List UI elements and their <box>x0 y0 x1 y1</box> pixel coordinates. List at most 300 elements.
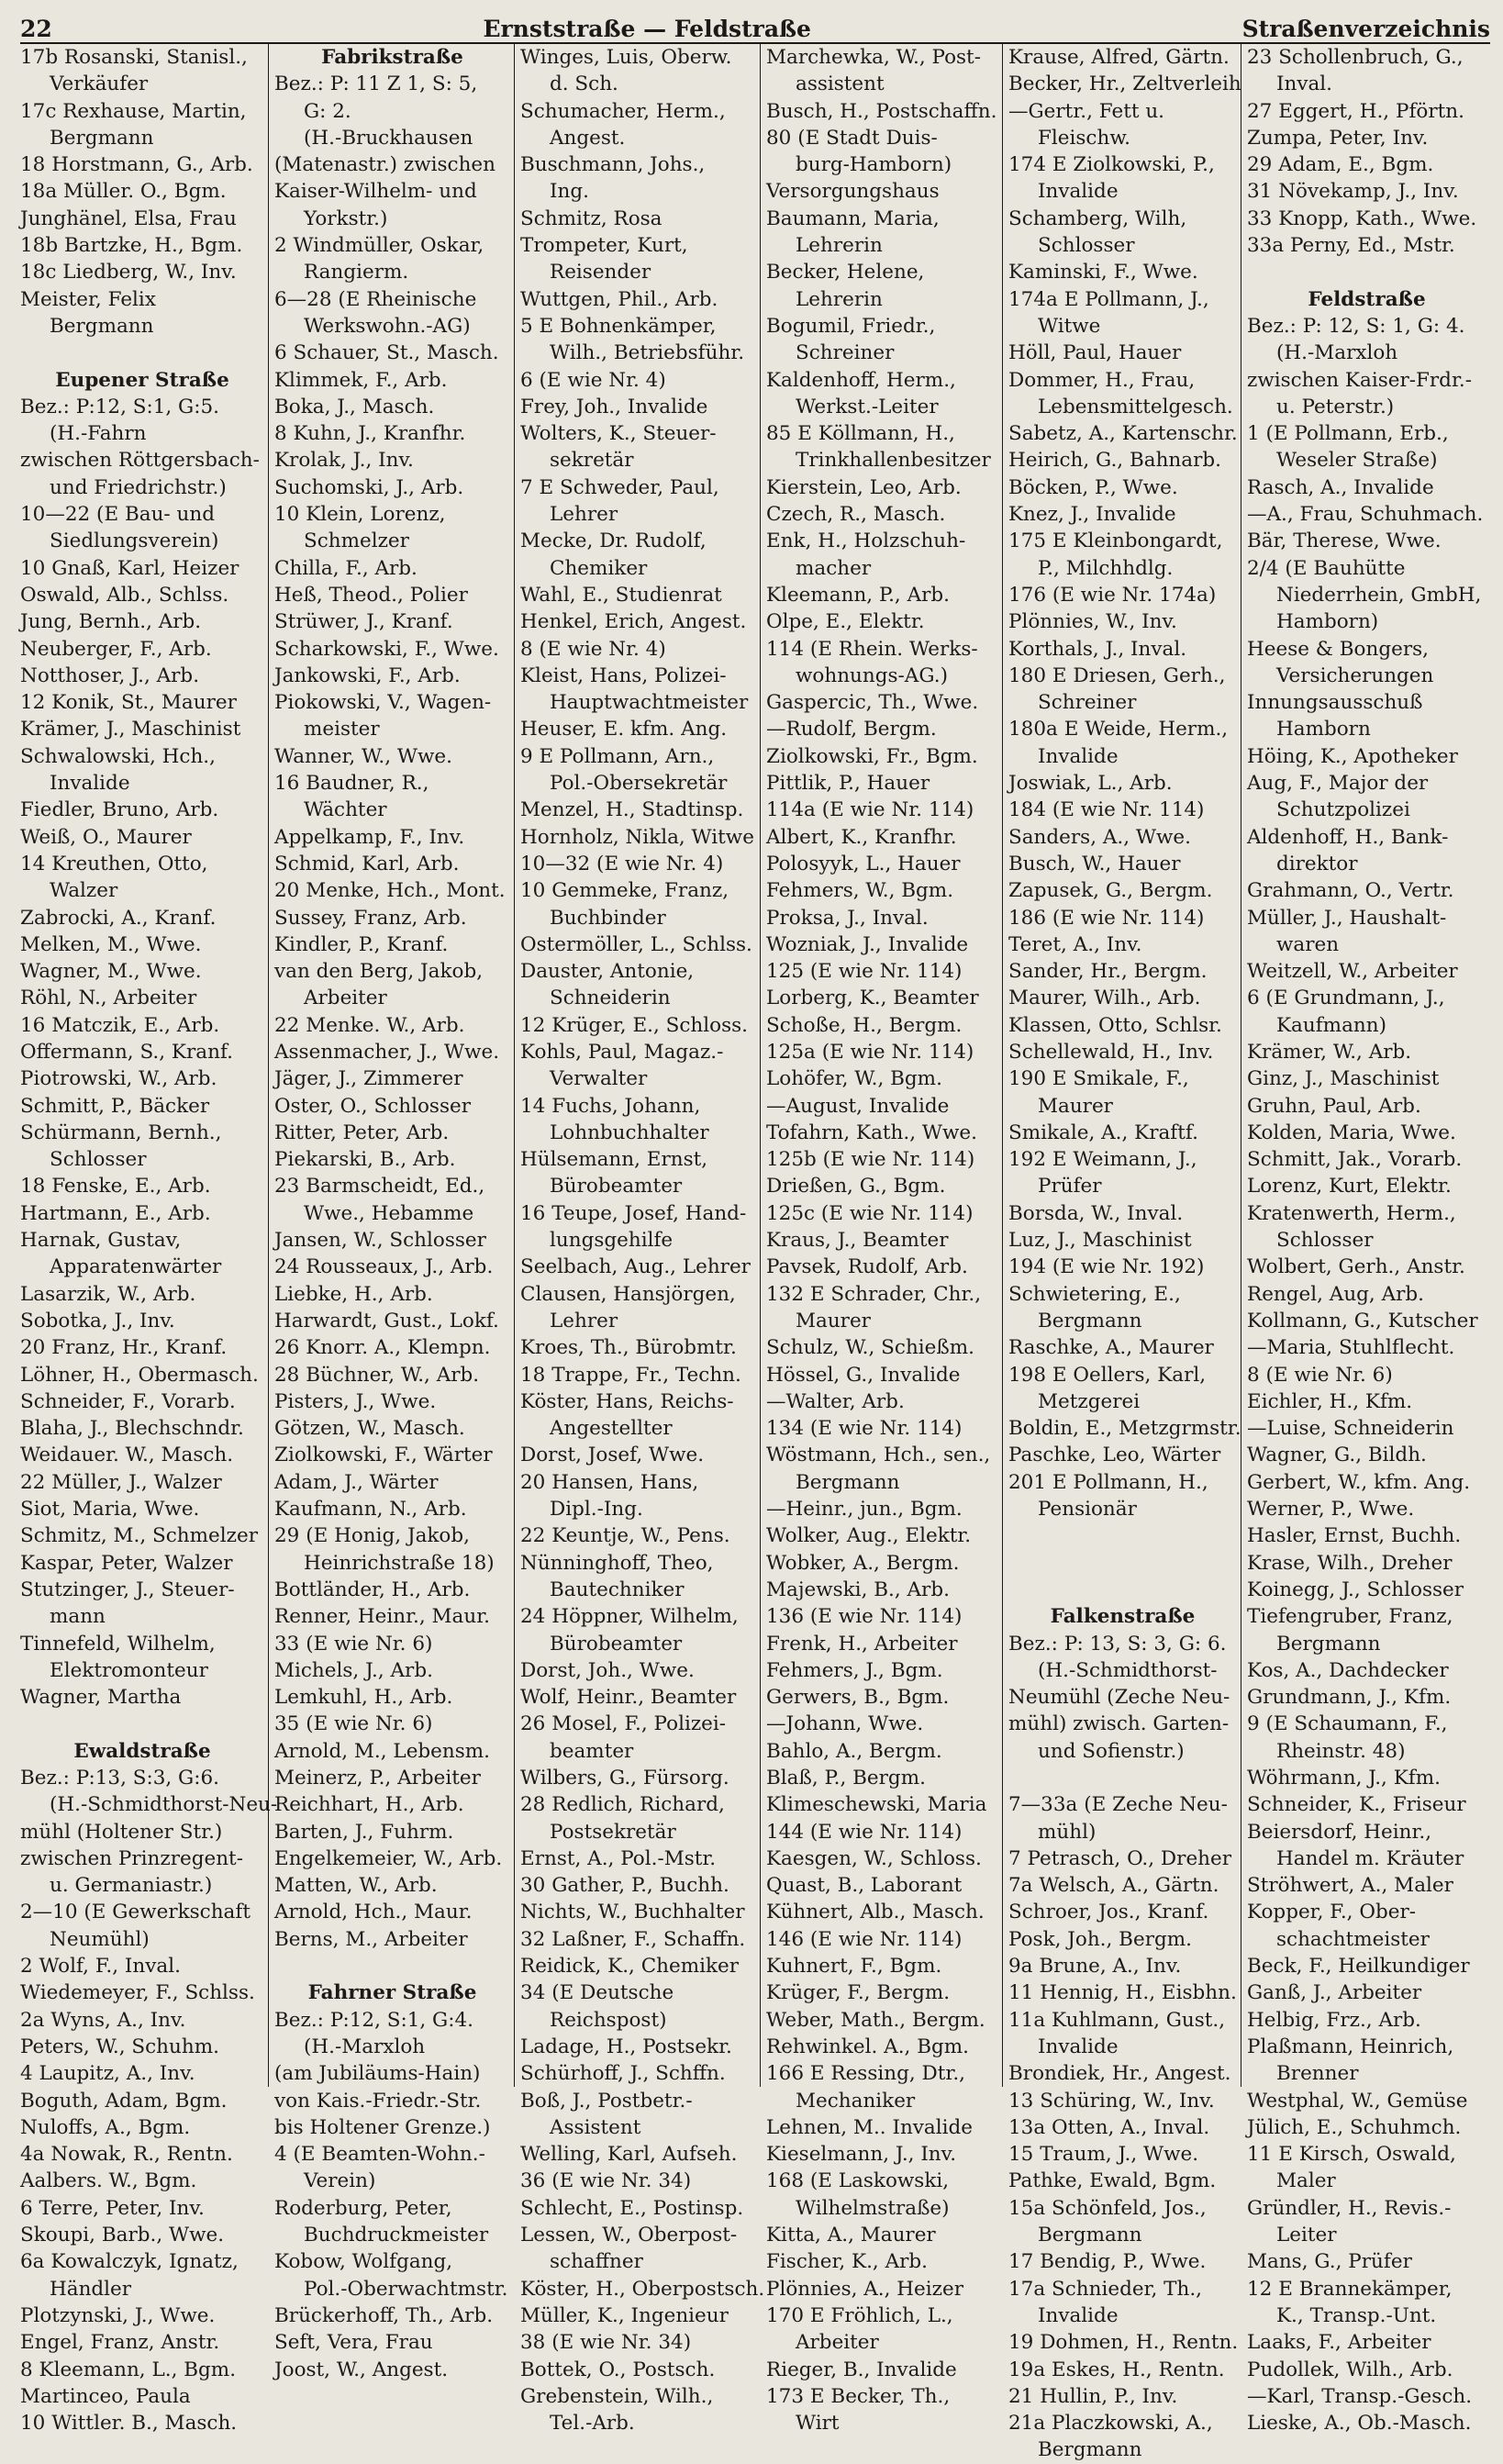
directory-entry: Ziolkowski, F., Wärter <box>274 1444 493 1467</box>
directory-entry: 8 (E wie Nr. 6) <box>1247 1363 1393 1387</box>
street-heading: Ewaldstraße <box>73 1739 211 1763</box>
directory-entry: Kollmann, G., Kutscher <box>1247 1309 1478 1332</box>
directory-entry: Scharkowski, F., Wwe. <box>274 637 499 661</box>
directory-entry: Versorgungshaus <box>766 180 940 204</box>
entry-continuation: Angestellter <box>550 1417 673 1441</box>
entry-continuation: schachtmeister <box>1276 1927 1430 1951</box>
directory-entry: Schoße, H., Bergm. <box>766 1013 963 1037</box>
directory-entry: Kopper, F., Ober- <box>1247 1901 1416 1924</box>
entry-continuation: Bergmann <box>1038 1309 1142 1332</box>
entry-continuation: schaffner <box>550 2250 643 2274</box>
directory-entry: Harnak, Gustav, <box>20 1229 182 1253</box>
directory-entry: 11 Hennig, H., Eisbhn. <box>1008 1981 1237 2005</box>
entry-continuation: Tel.-Arb. <box>550 2412 635 2436</box>
directory-entry: Hartmann, E., Arb. <box>20 1201 211 1225</box>
directory-entry: Heß, Theod., Polier <box>274 583 468 607</box>
directory-entry: Joswiak, L., Arb. <box>1008 772 1173 796</box>
column-1 <box>20 44 278 2436</box>
directory-entry: Paschke, Leo, Wärter <box>1008 1444 1221 1467</box>
directory-entry: Nuloffs, A., Bgm. <box>20 2115 191 2139</box>
directory-entry: Winges, Luis, Oberw. <box>520 46 732 69</box>
directory-entry: 18 Trappe, Fr., Techn. <box>520 1363 741 1387</box>
entry-continuation: (H.-Schmidthorst-Neu- <box>50 1793 278 1817</box>
directory-entry: 132 E Schrader, Chr., <box>766 1282 982 1306</box>
directory-entry: Kieselmann, J., Inv. <box>766 2143 957 2167</box>
entry-continuation: Mechaniker <box>796 2089 916 2113</box>
directory-entry: Polosyyk, L., Hauer <box>766 852 961 875</box>
directory-entry: Wöstmann, Hch., sen., <box>766 1444 991 1467</box>
entry-continuation: G: 2. <box>304 99 351 123</box>
directory-entry: Ginz, J., Maschinist <box>1247 1067 1440 1091</box>
directory-entry: Siot, Maria, Wwe. <box>20 1498 200 1522</box>
directory-entry: Gerbert, W., kfm. Ang. <box>1247 1470 1471 1494</box>
directory-entry: Pisters, J., Wwe. <box>274 1389 437 1413</box>
directory-entry: Kuhnert, F., Bgm. <box>766 1955 942 1979</box>
directory-entry: Wolker, Aug., Elektr. <box>766 1524 972 1548</box>
directory-entry: Michels, J., Arb. <box>274 1658 433 1682</box>
entry-continuation: Apparatenwärter <box>50 1255 222 1279</box>
directory-entry: Brondiek, Hr., Angest. <box>1008 2062 1231 2086</box>
directory-entry: Brückerhoff, Th., Arb. <box>274 2303 494 2327</box>
entry-continuation: Lebensmittelgesch. <box>1038 395 1233 418</box>
directory-entry: Schmitz, M., Schmelzer <box>20 1524 258 1548</box>
directory-entry: 198 E Oellers, Karl, <box>1008 1363 1207 1387</box>
entry-continuation: Siedlungsverein) <box>50 530 219 553</box>
directory-entry: Schamberg, Wilh, <box>1008 206 1187 230</box>
directory-entry: Pathke, Ewald, Bgm. <box>1008 2169 1217 2193</box>
directory-entry: 14 Kreuthen, Otto, <box>20 852 208 875</box>
directory-entry: 186 (E wie Nr. 114) <box>1008 906 1205 930</box>
directory-entry: Skoupi, Barb., Wwe. <box>20 2224 225 2247</box>
directory-entry: Tinnefeld, Wilhelm, <box>20 1632 216 1656</box>
directory-entry: Dommer, H., Frau, <box>1008 368 1196 392</box>
entry-continuation: Versicherungen <box>1276 663 1434 687</box>
directory-entry: Plönnies, A., Heizer <box>766 2277 963 2301</box>
directory-entry: Hössel, G., Invalide <box>766 1363 961 1387</box>
entry-continuation: wohnungs-AG.) <box>796 663 948 687</box>
entry-continuation: Werkst.-Leiter <box>796 395 939 418</box>
directory-entry: Müller, J., Haushalt- <box>1247 906 1447 930</box>
directory-entry: Teret, A., Inv. <box>1008 932 1142 956</box>
directory-entry: 201 E Pollmann, H., <box>1008 1470 1208 1494</box>
directory-entry: 2 Windmüller, Oskar, <box>274 234 484 258</box>
directory-entry: 12 E Brannekämper, <box>1247 2277 1453 2301</box>
entry-continuation: Schlosser <box>1276 1229 1374 1253</box>
directory-entry: Nünninghoff, Theo, <box>520 1551 714 1575</box>
directory-entry: Bez.: P: 12, S: 1, G: 4. <box>1247 314 1465 338</box>
directory-entry: Wilbers, G., Fürsorg. <box>520 1767 729 1789</box>
entry-continuation: Schlosser <box>1038 234 1135 258</box>
directory-entry: Heuser, E. kfm. Ang. <box>520 718 728 741</box>
directory-entry: Fehmers, W., Bgm. <box>766 879 954 903</box>
directory-entry: 29 (E Honig, Jakob, <box>274 1524 470 1548</box>
directory-entry: 173 E Becker, Th., <box>766 2384 951 2408</box>
directory-entry: Clausen, Hansjörgen, <box>520 1282 736 1306</box>
entry-continuation: Schneiderin <box>550 987 671 1010</box>
entry-continuation: Verwalter <box>550 1067 648 1091</box>
entry-continuation: Trinkhallenbesitzer <box>796 449 991 473</box>
entry-continuation: Schutzpolizei <box>1276 798 1410 822</box>
directory-entry: Kaminski, F., Wwe. <box>1008 261 1198 284</box>
directory-entry: Boguth, Adam, Bgm. <box>20 2089 228 2113</box>
directory-entry: Klimmek, F., Arb. <box>274 368 448 392</box>
directory-entry: Weiß, O., Maurer <box>20 825 192 849</box>
directory-entry: Seelbach, Aug., Lehrer <box>520 1255 751 1279</box>
directory-entry: Becker, Helene, <box>766 261 925 284</box>
directory-entry: Majewski, B., Arb. <box>766 1578 950 1601</box>
directory-entry: Reichhart, H., Arb. <box>274 1793 464 1817</box>
directory-entry: Lorenz, Kurt, Elektr. <box>1247 1175 1452 1199</box>
entry-continuation: Elektromonteur <box>50 1658 208 1682</box>
entry-continuation: Rheinstr. 48) <box>1276 1739 1406 1763</box>
directory-entry: 7—33a (E Zeche Neu- <box>1008 1793 1228 1817</box>
directory-entry: zwischen Prinzregent- <box>20 1846 243 1870</box>
entry-continuation: mann <box>50 1605 106 1629</box>
directory-entry: Schwietering, E., <box>1008 1282 1181 1306</box>
entry-continuation: Witwe <box>1038 314 1101 338</box>
directory-entry: Piekarski, B., Arb. <box>274 1148 456 1172</box>
directory-entry: 22 Menke. W., Arb. <box>274 1013 465 1037</box>
directory-entry: Fiedler, Bruno, Arb. <box>20 798 219 822</box>
directory-entry: Zumpa, Peter, Inv. <box>1247 126 1429 150</box>
directory-entry: 22 Müller, J., Walzer <box>20 1470 222 1494</box>
entry-continuation: Maurer <box>1038 1094 1113 1118</box>
entry-continuation: Verein) <box>304 2169 376 2193</box>
directory-entry: Liebke, H., Arb. <box>274 1282 433 1306</box>
directory-entry: 28 Büchner, W., Arb. <box>274 1363 480 1387</box>
directory-entry: 32 Laßner, F., Schaffn. <box>520 1927 746 1951</box>
directory-entry: Lehnen, M.. Invalide <box>766 2115 973 2139</box>
directory-entry: Arnold, M., Lebensm. <box>274 1739 491 1763</box>
directory-entry: 1 (E Pollmann, Erb., <box>1247 422 1449 446</box>
entry-continuation: Postsekretär <box>550 1820 676 1844</box>
entry-continuation: Dipl.-Ing. <box>550 1498 643 1522</box>
directory-entry: Schneider, K., Friseur <box>1247 1793 1466 1817</box>
directory-entry: Beiersdorf, Heinr., <box>1247 1820 1432 1844</box>
directory-entry: Boldin, E., Metzgrmstr. <box>1008 1417 1241 1441</box>
directory-entry: Weitzell, W., Arbeiter <box>1247 960 1458 984</box>
directory-entry: Schürhoff, J., Schffn. <box>520 2062 726 2086</box>
directory-entry: 134 (E wie Nr. 114) <box>766 1417 963 1441</box>
directory-entry: 29 Adam, E., Bgm. <box>1247 153 1434 177</box>
directory-entry: Wagner, G., Bildh. <box>1247 1444 1427 1467</box>
directory-entry: 4 Laupitz, A., Inv. <box>20 2062 195 2086</box>
entry-continuation: Inval. <box>1276 72 1333 96</box>
directory-entry: 166 E Ressing, Dtr., <box>766 2062 965 2086</box>
directory-entry: 27 Eggert, H., Pförtn. <box>1247 99 1464 123</box>
directory-entry: Krase, Wilh., Dreher <box>1247 1551 1453 1575</box>
directory-entry: Piokowski, V., Wagen- <box>274 691 492 715</box>
page-number: 22 <box>20 16 52 42</box>
directory-entry: Kaiser-Wilhelm- und <box>274 180 477 204</box>
directory-entry: Sanders, A., Wwe. <box>1008 825 1191 849</box>
directory-entry: Eichler, H., Kfm. <box>1247 1389 1413 1413</box>
entry-continuation: Weseler Straße) <box>1276 449 1438 473</box>
directory-entry: Kaspar, Peter, Walzer <box>20 1551 233 1575</box>
directory-entry: 114 (E Rhein. Werks- <box>766 637 978 661</box>
entry-continuation: Yorkstr.) <box>304 206 388 230</box>
directory-entry: Junghänel, Elsa, Frau <box>20 206 237 230</box>
directory-entry: Chilla, F., Arb. <box>274 556 418 580</box>
directory-entry: Bez.: P:12, S:1, G:4. <box>274 2008 473 2032</box>
directory-entry: Maurer, Wilh., Arb. <box>1008 987 1201 1010</box>
column-3 <box>514 44 765 2436</box>
entry-continuation: Wwe., Hebamme <box>304 1201 474 1225</box>
directory-entry: Wozniak, J., Invalide <box>766 932 969 956</box>
directory-entry: 12 Krüger, E., Schloss. <box>520 1013 748 1037</box>
directory-entry: 7a Welsch, A., Gärtn. <box>1008 1874 1219 1898</box>
entry-continuation: Pensionär <box>1038 1498 1137 1522</box>
directory-entry: Schmid, Karl, Arb. <box>274 852 460 875</box>
directory-entry: 33a Perny, Ed., Mstr. <box>1247 234 1455 258</box>
entry-continuation: u. Germaniastr.) <box>50 1874 213 1898</box>
directory-entry: Lessen, W., Oberpost- <box>520 2224 738 2247</box>
directory-entry: —Gertr., Fett u. <box>1008 99 1164 123</box>
directory-entry: 6 (E Grundmann, J., <box>1247 987 1445 1010</box>
directory-entry: Kühnert, Alb., Masch. <box>766 1901 985 1924</box>
directory-entry: Trompeter, Kurt, <box>520 234 688 258</box>
directory-entry: Höll, Paul, Hauer <box>1008 341 1182 365</box>
running-title: Straßenverzeichnis <box>1241 16 1490 42</box>
directory-entry: 18b Bartzke, H., Bgm. <box>20 234 243 258</box>
directory-entry: Sussey, Franz, Arb. <box>274 906 467 930</box>
entry-continuation: Schreiner <box>796 341 895 365</box>
directory-entry: Peters, W., Schuhm. <box>20 2035 219 2058</box>
directory-entry: Lorberg, K., Beamter <box>766 987 979 1010</box>
directory-entry: zwischen Röttgersbach- <box>20 449 260 473</box>
directory-entry: Adam, J., Wärter <box>274 1470 439 1494</box>
directory-entry: Bär, Therese, Wwe. <box>1247 530 1442 553</box>
directory-entry: Schürmann, Bernh., <box>20 1121 222 1144</box>
directory-entry: 15 Traum, J., Wwe. <box>1008 2143 1199 2167</box>
directory-entry: 18 Horstmann, G., Arb. <box>20 153 253 177</box>
directory-entry: Gruhn, Paul, Arb. <box>1247 1094 1421 1118</box>
directory-entry: 6 Schauer, St., Masch. <box>274 341 499 365</box>
directory-entry: 18c Liedberg, W., Inv. <box>20 261 237 284</box>
directory-entry: Krolak, J., Inv. <box>274 449 414 473</box>
directory-entry: Schroer, Jos., Kranf. <box>1008 1901 1209 1924</box>
directory-entry: 4 (E Beamten-Wohn.- <box>274 2143 485 2167</box>
directory-entry: Neumühl (Zeche Neu- <box>1008 1686 1230 1710</box>
directory-entry: Engelkemeier, W., Arb. <box>274 1846 503 1870</box>
page-header <box>20 6 1490 44</box>
directory-entry: Frey, Joh., Invalide <box>520 395 708 418</box>
entry-continuation: u. Peterstr.) <box>1276 395 1395 418</box>
directory-entry: Borsda, W., Inval. <box>1008 1201 1184 1225</box>
directory-entry: Fehmers, J., Bgm. <box>766 1658 943 1682</box>
directory-entry: 168 (E Laskowski, <box>766 2169 950 2193</box>
directory-entry: Böcken, P., Wwe. <box>1008 475 1178 499</box>
entry-continuation: Arbeiter <box>796 2331 879 2355</box>
directory-entry: Grebenstein, Wilh., <box>520 2384 714 2408</box>
directory-entry: —Karl, Transp.-Gesch. <box>1247 2384 1473 2408</box>
directory-entry: Roderburg, Peter, <box>274 2196 452 2220</box>
directory-entry: 136 (E wie Nr. 114) <box>766 1605 963 1629</box>
directory-entry: Engel, Franz, Anstr. <box>20 2331 220 2355</box>
directory-entry: Westphal, W., Gemüse <box>1247 2089 1468 2113</box>
entry-continuation: Maler <box>1276 2169 1336 2193</box>
directory-entry: 20 Menke, Hch., Mont. <box>274 879 506 903</box>
directory-entry: Ladage, H., Postsekr. <box>520 2035 732 2058</box>
directory-entry: Boß, J., Postbetr.- <box>520 2089 693 2113</box>
entry-continuation: Neumühl) <box>50 1927 150 1951</box>
entry-continuation: Lehrerin <box>796 234 883 258</box>
directory-entry: 176 (E wie Nr. 174a) <box>1008 583 1217 607</box>
directory-entry: Sobotka, J., Inv. <box>20 1309 175 1332</box>
directory-entry: 17b Rosanski, Stanisl., <box>20 46 248 69</box>
directory-entry: 17a Schnieder, Th., <box>1008 2277 1203 2301</box>
directory-entry: 4a Nowak, R., Rentn. <box>20 2143 233 2167</box>
entry-continuation: d. Sch. <box>550 72 618 96</box>
entry-continuation: Arbeiter <box>304 987 387 1010</box>
directory-entry: Helbig, Frz., Arb. <box>1247 2008 1421 2032</box>
directory-entry: Bez.: P: 11 Z 1, S: 5, <box>274 72 478 96</box>
directory-entry: Schellewald, H., Inv. <box>1008 1040 1214 1064</box>
directory-entry: 20 Franz, Hr., Kranf. <box>20 1336 228 1360</box>
entry-continuation: lungsgehilfe <box>550 1229 674 1253</box>
entry-continuation: Pol.-Oberwachtmstr. <box>304 2277 508 2301</box>
directory-entry: Becker, Hr., Zeltverleih <box>1008 72 1241 96</box>
entry-continuation: Reichspost) <box>550 2008 667 2032</box>
entry-continuation: Bautechniker <box>550 1578 685 1601</box>
directory-entry: —Luise, Schneiderin <box>1247 1417 1454 1441</box>
directory-entry: Plotzynski, J., Wwe. <box>20 2303 216 2327</box>
directory-entry: Bez.: P:12, S:1, G:5. <box>20 395 219 418</box>
directory-entry: 144 (E wie Nr. 114) <box>766 1820 963 1844</box>
directory-entry: Müller, K., Ingenieur <box>520 2303 729 2327</box>
directory-entry: Busch, H., Postschaffn. <box>766 99 997 123</box>
entry-continuation: Chemiker <box>550 556 648 580</box>
directory-entry: 23 Barmscheidt, Ed., <box>274 1175 485 1199</box>
directory-entry: Raschke, A., Maurer <box>1008 1336 1214 1360</box>
directory-entry: Schmitz, Rosa <box>520 206 662 230</box>
directory-entry: Frenk, H., Arbeiter <box>766 1632 958 1656</box>
entry-continuation: Assistent <box>550 2115 641 2139</box>
directory-entry: Boka, J., Masch. <box>274 395 435 418</box>
entry-continuation: Niederrhein, GmbH, <box>1276 583 1482 607</box>
directory-entry: Baumann, Maria, <box>766 206 940 230</box>
directory-entry: mühl) zwisch. Garten- <box>1008 1712 1230 1736</box>
line-spacer <box>1008 1765 1237 1791</box>
directory-entry: —August, Invalide <box>766 1094 950 1118</box>
directory-entry: Krämer, W., Arb. <box>1247 1040 1412 1064</box>
directory-entry: Heese & Bongers, <box>1247 637 1429 661</box>
directory-entry: Posk, Joh., Bergm. <box>1008 1927 1192 1951</box>
entry-continuation: P., Milchhdlg. <box>1038 556 1174 580</box>
entry-continuation: Lehrerin <box>796 287 883 311</box>
directory-entry: Piotrowski, W., Arb. <box>20 1067 217 1091</box>
street-heading: Fabrikstraße <box>321 46 463 69</box>
directory-entry: Pittlik, P., Hauer <box>766 772 930 796</box>
directory-entry: 13a Otten, A., Inval. <box>1008 2115 1210 2139</box>
column-5 <box>1002 44 1241 2462</box>
directory-entry: 192 E Weimann, J., <box>1008 1148 1197 1172</box>
directory-entry: Blaha, J., Blechschndr. <box>20 1417 244 1441</box>
directory-entry: 125a (E wie Nr. 114) <box>766 1040 974 1064</box>
directory-entry: 10—22 (E Bau- und <box>20 503 215 527</box>
directory-entry: Kaufmann, N., Arb. <box>274 1498 467 1522</box>
directory-entry: 17c Rexhause, Martin, <box>20 99 247 123</box>
directory-entry: Götzen, W., Masch. <box>274 1417 465 1441</box>
directory-entry: Tiefengruber, Franz, <box>1247 1605 1453 1629</box>
entry-continuation: Schreiner <box>1038 691 1137 715</box>
entry-continuation: Lehrer <box>550 503 618 527</box>
directory-entry: Heirich, G., Bahnarb. <box>1008 449 1221 473</box>
directory-entry: 2/4 (E Bauhütte <box>1247 556 1406 580</box>
directory-entry: Appelkamp, F., Inv. <box>274 825 465 849</box>
directory-entry: Kohls, Paul, Magaz.- <box>520 1040 724 1064</box>
directory-entry: 175 E Kleinbongardt, <box>1008 530 1223 553</box>
directory-entry: —Walter, Arb. <box>766 1389 905 1413</box>
entry-continuation: (H.-Schmidthorst- <box>1038 1658 1218 1682</box>
entry-continuation: Schlosser <box>50 1148 147 1172</box>
entry-continuation: Invalide <box>50 772 130 796</box>
directory-entry: 28 Redlich, Richard, <box>520 1793 725 1817</box>
directory-entry: Hülsemann, Ernst, <box>520 1148 708 1172</box>
entry-continuation: sekretär <box>550 449 634 473</box>
directory-entry: 17 Bendig, P., Wwe. <box>1008 2250 1207 2274</box>
directory-entry: Hasler, Ernst, Buchh. <box>1247 1524 1462 1548</box>
directory-entry: 23 Schollenbruch, G., <box>1247 46 1464 69</box>
directory-entry: 13 Schüring, W., Inv. <box>1008 2089 1215 2113</box>
directory-entry: Krüger, F., Bergm. <box>766 1981 951 2005</box>
column-4 <box>760 44 1002 2436</box>
directory-entry: Henkel, Erich, Angest. <box>520 610 747 634</box>
directory-entry: Wöhrmann, J., Kfm. <box>1247 1767 1441 1789</box>
directory-entry: 6a Kowalczyk, Ignatz, <box>20 2250 239 2274</box>
entry-continuation: und Friedrichstr.) <box>50 475 227 499</box>
directory-entry: Matten, W., Arb. <box>274 1874 438 1898</box>
entry-continuation: Maurer <box>796 1309 871 1332</box>
entry-continuation: (H.-Fahrn <box>50 422 147 446</box>
directory-entry: Smikale, A., Kraftf. <box>1008 1121 1198 1144</box>
directory-entry: Schulz, W., Schießm. <box>766 1336 974 1360</box>
directory-entry: Pudollek, Wilh., Arb. <box>1247 2358 1453 2381</box>
directory-entry: Rehwinkel. A., Bgm. <box>766 2035 969 2058</box>
directory-entry: Kobow, Wolfgang, <box>274 2250 453 2274</box>
entry-continuation: Ing. <box>550 180 589 204</box>
entry-continuation: K., Transp.-Unt. <box>1276 2303 1437 2327</box>
directory-entry: Ostermöller, L., Schlss. <box>520 932 752 956</box>
directory-entry: Bogumil, Friedr., <box>766 314 936 338</box>
directory-entry: Dauster, Antonie, <box>520 960 695 984</box>
entry-continuation: Wilh., Betriebsführ. <box>550 341 745 365</box>
entry-continuation: Leiter <box>1276 2224 1337 2247</box>
directory-entry: 16 Matczik, E., Arb. <box>20 1013 220 1037</box>
directory-entry: Gerwers, B., Bgm. <box>766 1686 950 1710</box>
directory-entry: 114a (E wie Nr. 114) <box>766 798 974 822</box>
directory-entry: 190 E Smikale, F., <box>1008 1067 1189 1091</box>
directory-entry: Ernst, A., Pol.-Mstr. <box>520 1846 717 1870</box>
directory-entry: 22 Keuntje, W., Pens. <box>520 1524 730 1548</box>
directory-entry: Stutzinger, J., Steuer- <box>20 1578 235 1601</box>
directory-entry: Kaldenhoff, Herm., <box>766 368 956 392</box>
directory-entry: Jülich, E., Schuhmch. <box>1247 2115 1462 2139</box>
directory-entry: Weidauer. W., Masch. <box>20 1444 234 1467</box>
directory-entry: Klimeschewski, Maria <box>766 1793 987 1817</box>
directory-entry: Suchomski, J., Arb. <box>274 475 464 499</box>
directory-entry: Lohöfer, W., Bgm. <box>766 1067 942 1091</box>
directory-entry: Oster, O., Schlosser <box>274 1094 471 1118</box>
line-spacer <box>1008 1550 1237 1577</box>
entry-continuation: Lohnbuchhalter <box>550 1121 709 1144</box>
directory-entry: Nichts, W., Buchhalter <box>520 1901 745 1924</box>
directory-entry: Albert, K., Kranfhr. <box>766 825 957 849</box>
directory-entry: Welling, Karl, Aufseh. <box>520 2143 738 2167</box>
directory-entry: bis Holtener Grenze.) <box>274 2115 491 2139</box>
directory-entry: Barten, J., Fuhrm. <box>274 1820 454 1844</box>
entry-continuation: Wächter <box>304 798 387 822</box>
